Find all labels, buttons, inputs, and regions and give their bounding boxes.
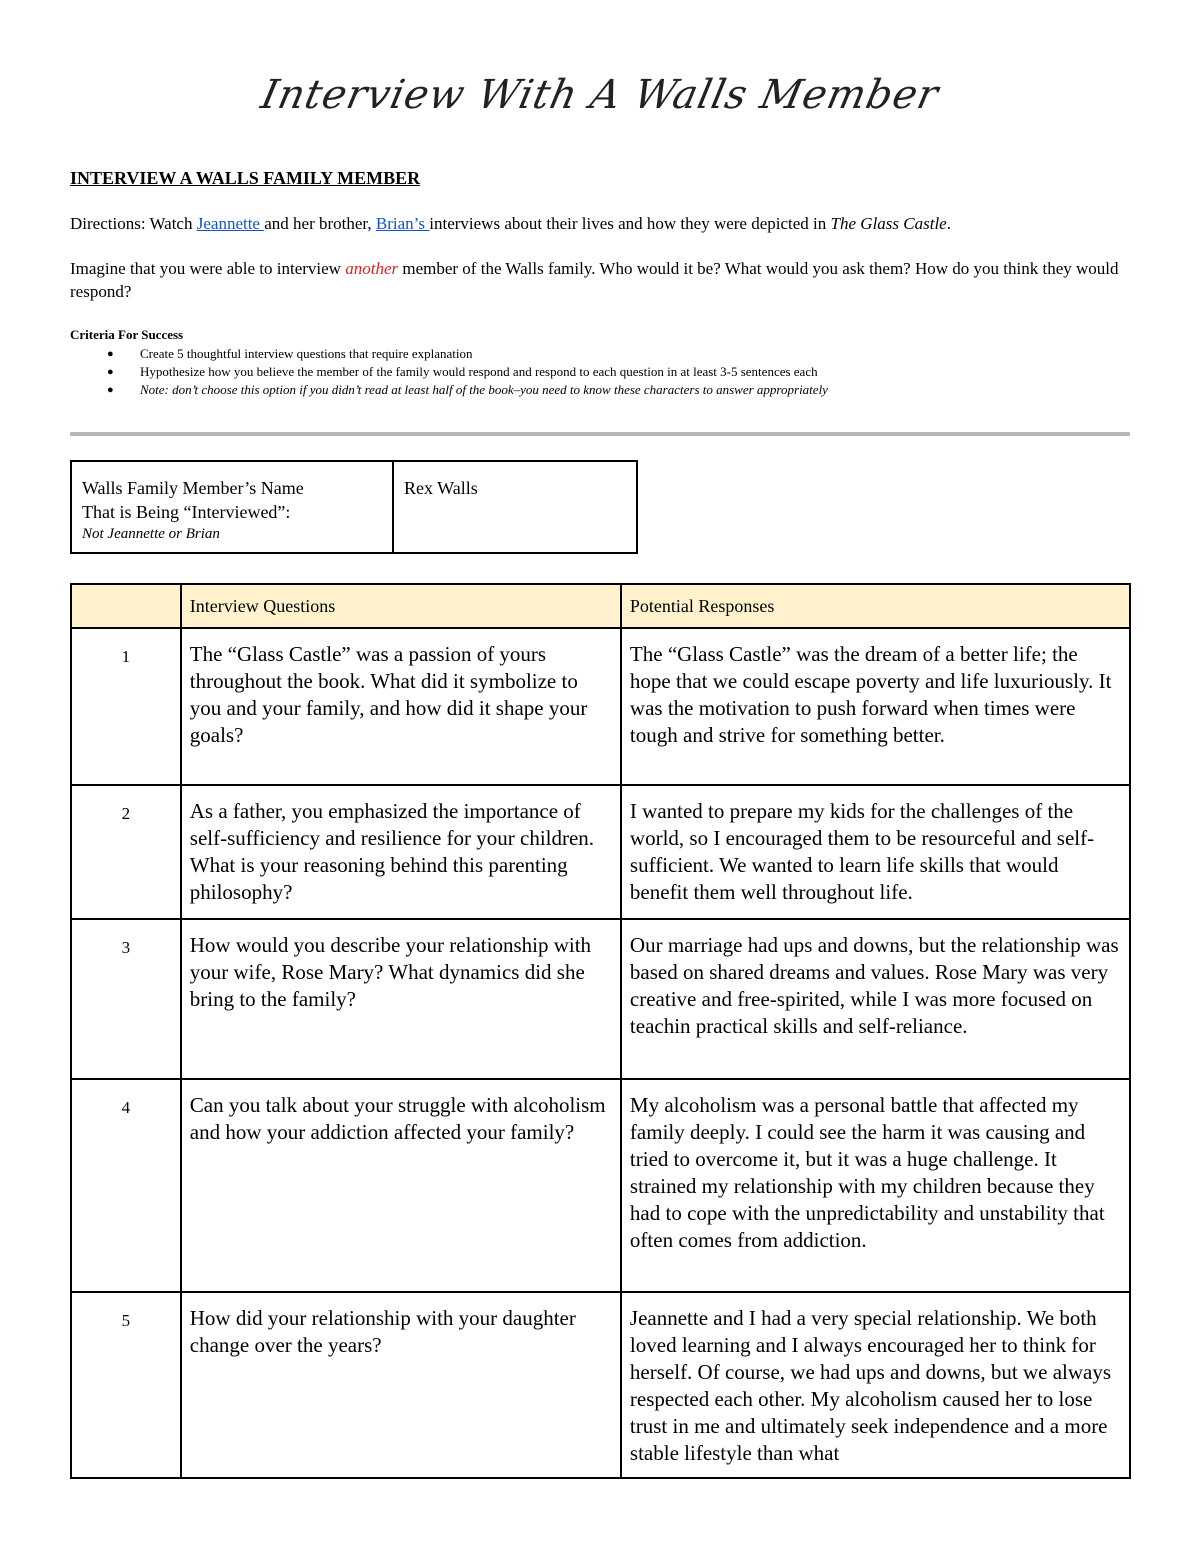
- question-cell[interactable]: How would you describe your relationship with your wife, Rose Mary? What dynamics did she bring to the family?: [181, 919, 621, 1079]
- horizontal-divider: [70, 432, 1130, 436]
- criteria-item-text: Create 5 thoughtful interview questions that require explanation: [140, 346, 473, 361]
- question-cell[interactable]: As a father, you emphasized the importance of self-sufficiency and resilience for your children. What is your reasoning behind this parenting philosophy?: [181, 785, 621, 919]
- table-header-row: [71, 584, 1130, 628]
- jeannette-interview-link[interactable]: Jeannette: [196, 214, 265, 233]
- member-name-table: [70, 460, 638, 554]
- criteria-item: [70, 363, 828, 381]
- criteria-item-text: Hypothesize how you believe the member of the family would respond and respond to each question in at least 3-5 sentences each: [140, 364, 818, 379]
- imagine-emphasis: another: [345, 259, 399, 278]
- member-label-line2: That is Being “Interviewed”:: [82, 502, 291, 522]
- brian-interview-link[interactable]: Brian’s: [375, 214, 430, 233]
- member-label-line1: Walls Family Member’s Name: [82, 478, 304, 498]
- criteria-note: [70, 381, 828, 399]
- row-number: 1: [71, 628, 181, 785]
- criteria-list: [70, 345, 828, 399]
- directions-suffix: interviews about their lives and how they were depicted in: [429, 214, 831, 233]
- interview-table: [70, 583, 1131, 1479]
- table-row: [71, 1292, 1130, 1478]
- section-heading: INTERVIEW A WALLS FAMILY MEMBER: [70, 168, 421, 188]
- imagine-paragraph: [70, 257, 1130, 303]
- page-title: Interview With A Walls Member: [257, 72, 943, 118]
- question-cell[interactable]: Can you talk about your struggle with alcoholism and how your addiction affected your family?: [181, 1079, 621, 1292]
- header-responses: Potential Responses: [621, 584, 1130, 628]
- member-label-note: Not Jeannette or Brian: [82, 526, 220, 542]
- question-cell[interactable]: The “Glass Castle” was a passion of yours throughout the book. What did it symbolize to you and your family, and how did it shape your goals?: [181, 628, 621, 785]
- table-row: [71, 919, 1130, 1079]
- criteria-note-text: Note: don’t choose this option if you didn’t read at least half of the book–you need to know these characters to answer appropriately: [140, 382, 828, 397]
- row-number: 2: [71, 785, 181, 919]
- table-row: [71, 785, 1130, 919]
- bullet-icon: ●: [107, 366, 114, 378]
- response-cell[interactable]: Jeannette and I had a very special relationship. We both loved learning and I always encouraged her to think for herself. Of course, we had ups and downs, but we always respected each other. My alcoholism caused her to lose trust in me and ultimately seek independence and a more stable lifestyle than what: [621, 1292, 1130, 1478]
- response-cell[interactable]: The “Glass Castle” was the dream of a better life; the hope that we could escape poverty and life luxuriously. It was the motivation to push forward when times were tough and strive for something better.: [621, 628, 1130, 785]
- response-cell[interactable]: Our marriage had ups and downs, but the relationship was based on shared dreams and values. Rose Mary was very creative and free-spirited, while I was more focused on teachin practical skills and self-reliance.: [621, 919, 1130, 1079]
- directions-paragraph: [70, 212, 1130, 235]
- table-row: [71, 1079, 1130, 1292]
- response-cell[interactable]: I wanted to prepare my kids for the challenges of the world, so I encouraged them to be resourceful and self-sufficient. We wanted to learn life skills that would benefit them well throughout life.: [621, 785, 1130, 919]
- imagine-suffix: member of the Walls family. Who would it be? What would you ask them? How do you think they would respond?: [70, 259, 1119, 301]
- row-number: 3: [71, 919, 181, 1079]
- row-number: 5: [71, 1292, 181, 1478]
- header-number: [71, 584, 181, 628]
- bullet-icon: ●: [107, 384, 114, 396]
- bullet-icon: ●: [107, 348, 114, 360]
- member-name-label-cell: [71, 461, 393, 553]
- response-cell[interactable]: My alcoholism was a personal battle that affected my family deeply. I could see the harm it was causing and tried to overcome it, but it was a huge challenge. It strained my relationship with my children because they had to cope with the unpredictability and unstability that often comes from addiction.: [621, 1079, 1130, 1292]
- table-row: [71, 628, 1130, 785]
- header-questions: Interview Questions: [181, 584, 621, 628]
- criteria-title: Criteria For Success: [70, 327, 184, 342]
- directions-middle: and her brother,: [264, 214, 376, 233]
- directions-prefix: Directions: Watch: [70, 214, 197, 233]
- question-cell[interactable]: How did your relationship with your daughter change over the years?: [181, 1292, 621, 1478]
- row-number: 4: [71, 1079, 181, 1292]
- imagine-prefix: Imagine that you were able to interview: [70, 259, 346, 278]
- book-title: The Glass Castle: [830, 214, 947, 233]
- directions-end: .: [946, 214, 951, 233]
- member-name-value[interactable]: Rex Walls: [393, 461, 637, 553]
- criteria-item: [70, 345, 828, 363]
